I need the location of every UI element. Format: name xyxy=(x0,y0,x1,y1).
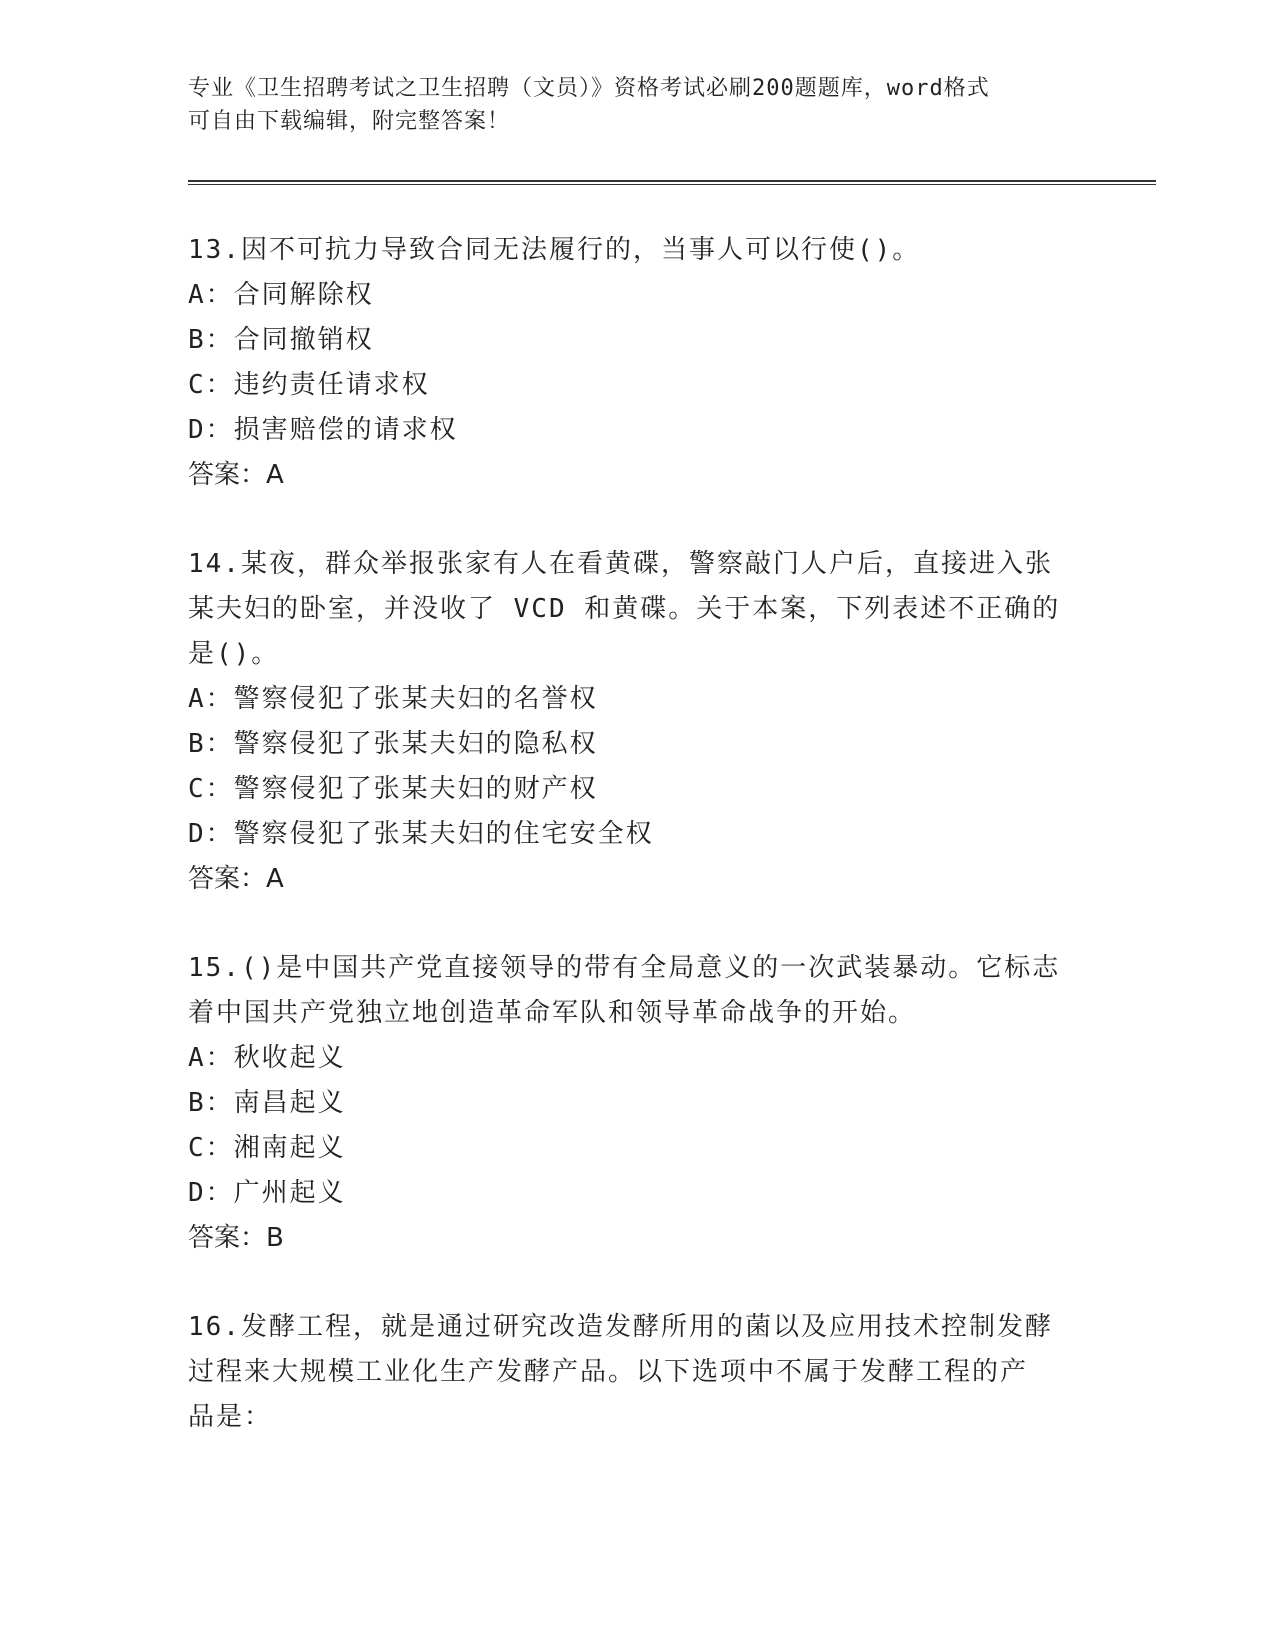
header-divider-thin xyxy=(188,184,1156,185)
question-text-line-1: 14.某夜，群众举报张家有人在看黄碟，警察敲门人户后，直接进入张 xyxy=(188,549,1053,579)
option-d: D：损害赔偿的请求权 xyxy=(188,415,458,445)
question-text-line-2: 着中国共产党独立地创造革命军队和领导革命战争的开始。 xyxy=(188,998,917,1028)
option-b: B：南昌起义 xyxy=(188,1088,346,1118)
option-a: A：警察侵犯了张某夫妇的名誉权 xyxy=(188,684,598,714)
option-b: B：合同撤销权 xyxy=(188,325,374,355)
option-d: D：警察侵犯了张某夫妇的住宅安全权 xyxy=(188,819,654,849)
question-text-line-3: 品是： xyxy=(188,1402,273,1432)
question-text-line-2: 过程来大规模工业化生产发酵产品。以下选项中不属于发酵工程的产 xyxy=(188,1357,1029,1387)
option-c: C：违约责任请求权 xyxy=(188,370,430,400)
option-c: C：湘南起义 xyxy=(188,1133,346,1163)
question-14 xyxy=(188,542,1088,902)
option-a: A：秋收起义 xyxy=(188,1043,346,1073)
option-b: B：警察侵犯了张某夫妇的隐私权 xyxy=(188,729,598,759)
header-line-2: 可自由下载编辑，附完整答案！ xyxy=(188,109,511,134)
question-13 xyxy=(188,228,1088,498)
header-divider-thick xyxy=(188,180,1156,182)
question-15 xyxy=(188,946,1088,1261)
document-header xyxy=(188,72,1068,138)
header-line-1: 专业《卫生招聘考试之卫生招聘（文员）》资格考试必刷200题题库，word格式 xyxy=(188,76,990,101)
option-d: D：广州起义 xyxy=(188,1178,346,1208)
question-text-line-3: 是()。 xyxy=(188,639,280,669)
option-c: C：警察侵犯了张某夫妇的财产权 xyxy=(188,774,598,804)
question-16 xyxy=(188,1305,1088,1440)
question-text-line-1: 16.发酵工程，就是通过研究改造发酵所用的菌以及应用技术控制发酵 xyxy=(188,1312,1053,1342)
questions-section xyxy=(188,228,1088,1440)
question-text-line-2: 某夫妇的卧室，并没收了 VCD 和黄碟。关于本案，下列表述不正确的 xyxy=(188,594,1061,624)
answer: 答案：A xyxy=(188,864,284,894)
answer: 答案：A xyxy=(188,460,284,490)
option-a: A：合同解除权 xyxy=(188,280,374,310)
question-text-line-1: 15.()是中国共产党直接领导的带有全局意义的一次武装暴动。它标志 xyxy=(188,953,1061,983)
answer: 答案：B xyxy=(188,1223,284,1253)
question-text: 13.因不可抗力导致合同无法履行的，当事人可以行使()。 xyxy=(188,235,921,265)
